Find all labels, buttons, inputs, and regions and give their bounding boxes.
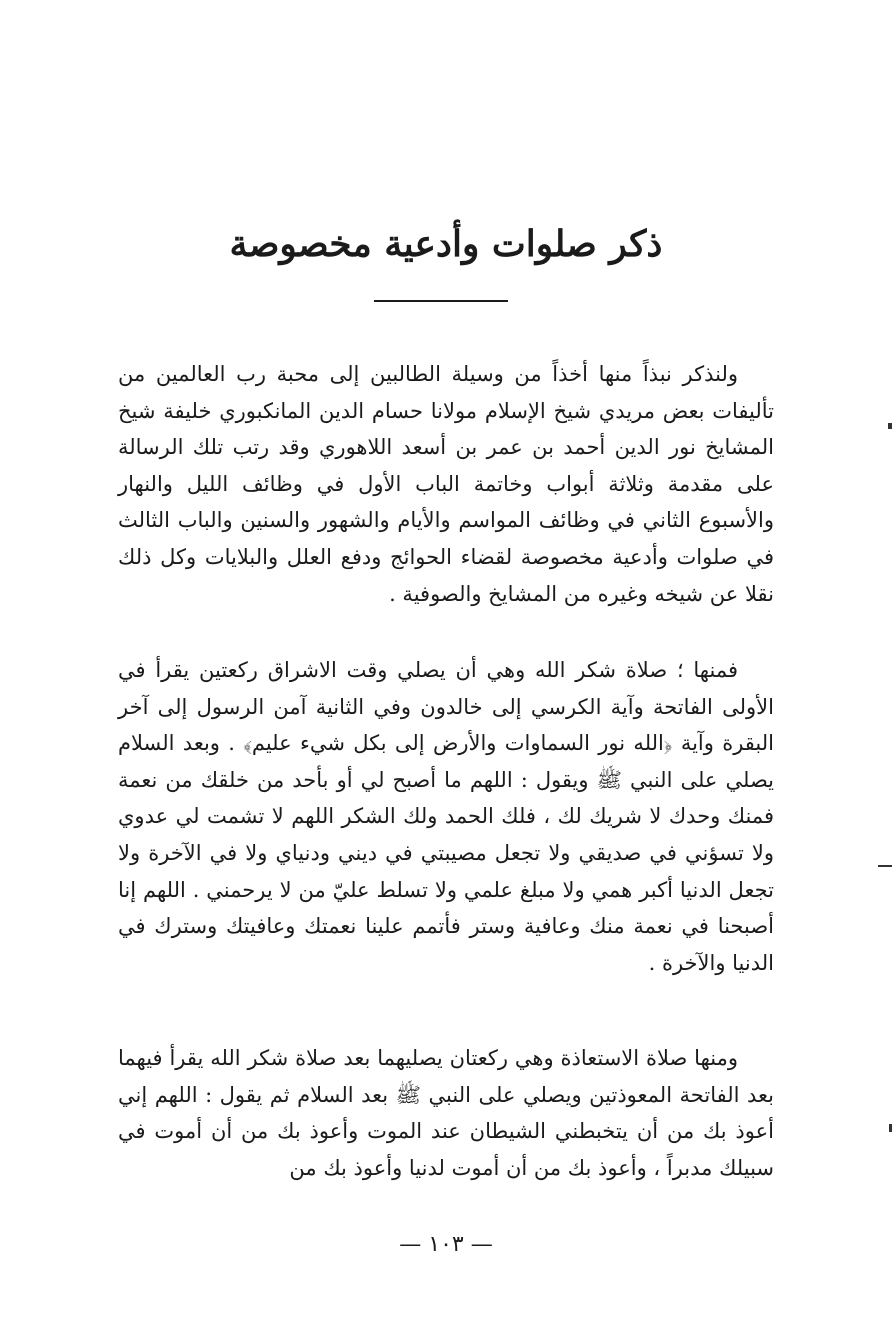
paragraph-text: ومنها صلاة الاستعاذة وهي ركعتان يصليهما بعد صلاة شكر الله يقرأ فيهما بعد الفاتحة المعوذتين ويصلي على النبي ﷺ بعد السلام ثم يقول : اللهم إني أعوذ بك من أن يتخبطني الشيطان عند الموت وأعوذ بك من أن أموت في سبيلك مدبراً ، وأعوذ بك من أن أموت لدنيا وأعوذ بك من [118, 1046, 774, 1180]
paragraph-text: فمنها ؛ صلاة شكر الله وهي أن يصلي وقت الاشراق ركعتين يقرأ في الأولى الفاتحة وآية الكرسي إلى خالدون وفي الثانية آمن الرسول إلى آخر البقرة وآية ﴿الله نور السماوات والأرض إلى بكل شيء عليم﴾ . وبعد السلام يصلي على النبي ﷺ ويقول : اللهم ما أصبح لي أو بأحد من خلقك من نعمة فمنك وحدك لا شريك لك ، فلك الحمد ولك الشكر اللهم لا تشمت لي عدوي ولا تسؤني في صديقي ولا تجعل مصيبتي في ديني ودنياي ولا في الآخرة ولا تجعل الدنيا أكبر همي ولا مبلغ علمي ولا تسلط عليّ من لا يرحمني . اللهم إنا أصبحنا في نعمة منك وعافية وستر فأتمم علينا نعمتك وعافيتك وسترك في الدنيا والآخرة . [118, 658, 774, 975]
page-number: — ١٠٣ — [399, 1232, 493, 1257]
paragraph-shukr-prayer [118, 652, 774, 981]
scan-edge-mark [878, 865, 892, 867]
title-underline [374, 300, 508, 302]
paragraph-istiadha-prayer [118, 1040, 774, 1186]
paragraph-text: ولنذكر نبذاً منها أخذاً من وسيلة الطالبين إلى محبة رب العالمين من تأليفات بعض مريدي شيخ الإسلام مولانا حسام الدين المانكبوري خليفة شيخ المشايخ نور الدين أحمد بن عمر بن أسعد اللاهوري وقد رتب تلك الرسالة على مقدمة وثلاثة أبواب وخاتمة الباب الأول في وظائف الليل والنهار والأسبوع الثاني في وظائف المواسم والأيام والشهور والسنين والباب الثالث في صلوات وأدعية مخصوصة لقضاء الحوائج ودفع العلل والبلايات وكل ذلك نقلا عن شيخه وغيره من المشايخ والصوفية . [118, 362, 774, 606]
chapter-title: ذكر صلوات وأدعية مخصوصة [229, 223, 663, 265]
scan-edge-mark [888, 423, 892, 429]
paragraph-introduction [118, 356, 774, 612]
